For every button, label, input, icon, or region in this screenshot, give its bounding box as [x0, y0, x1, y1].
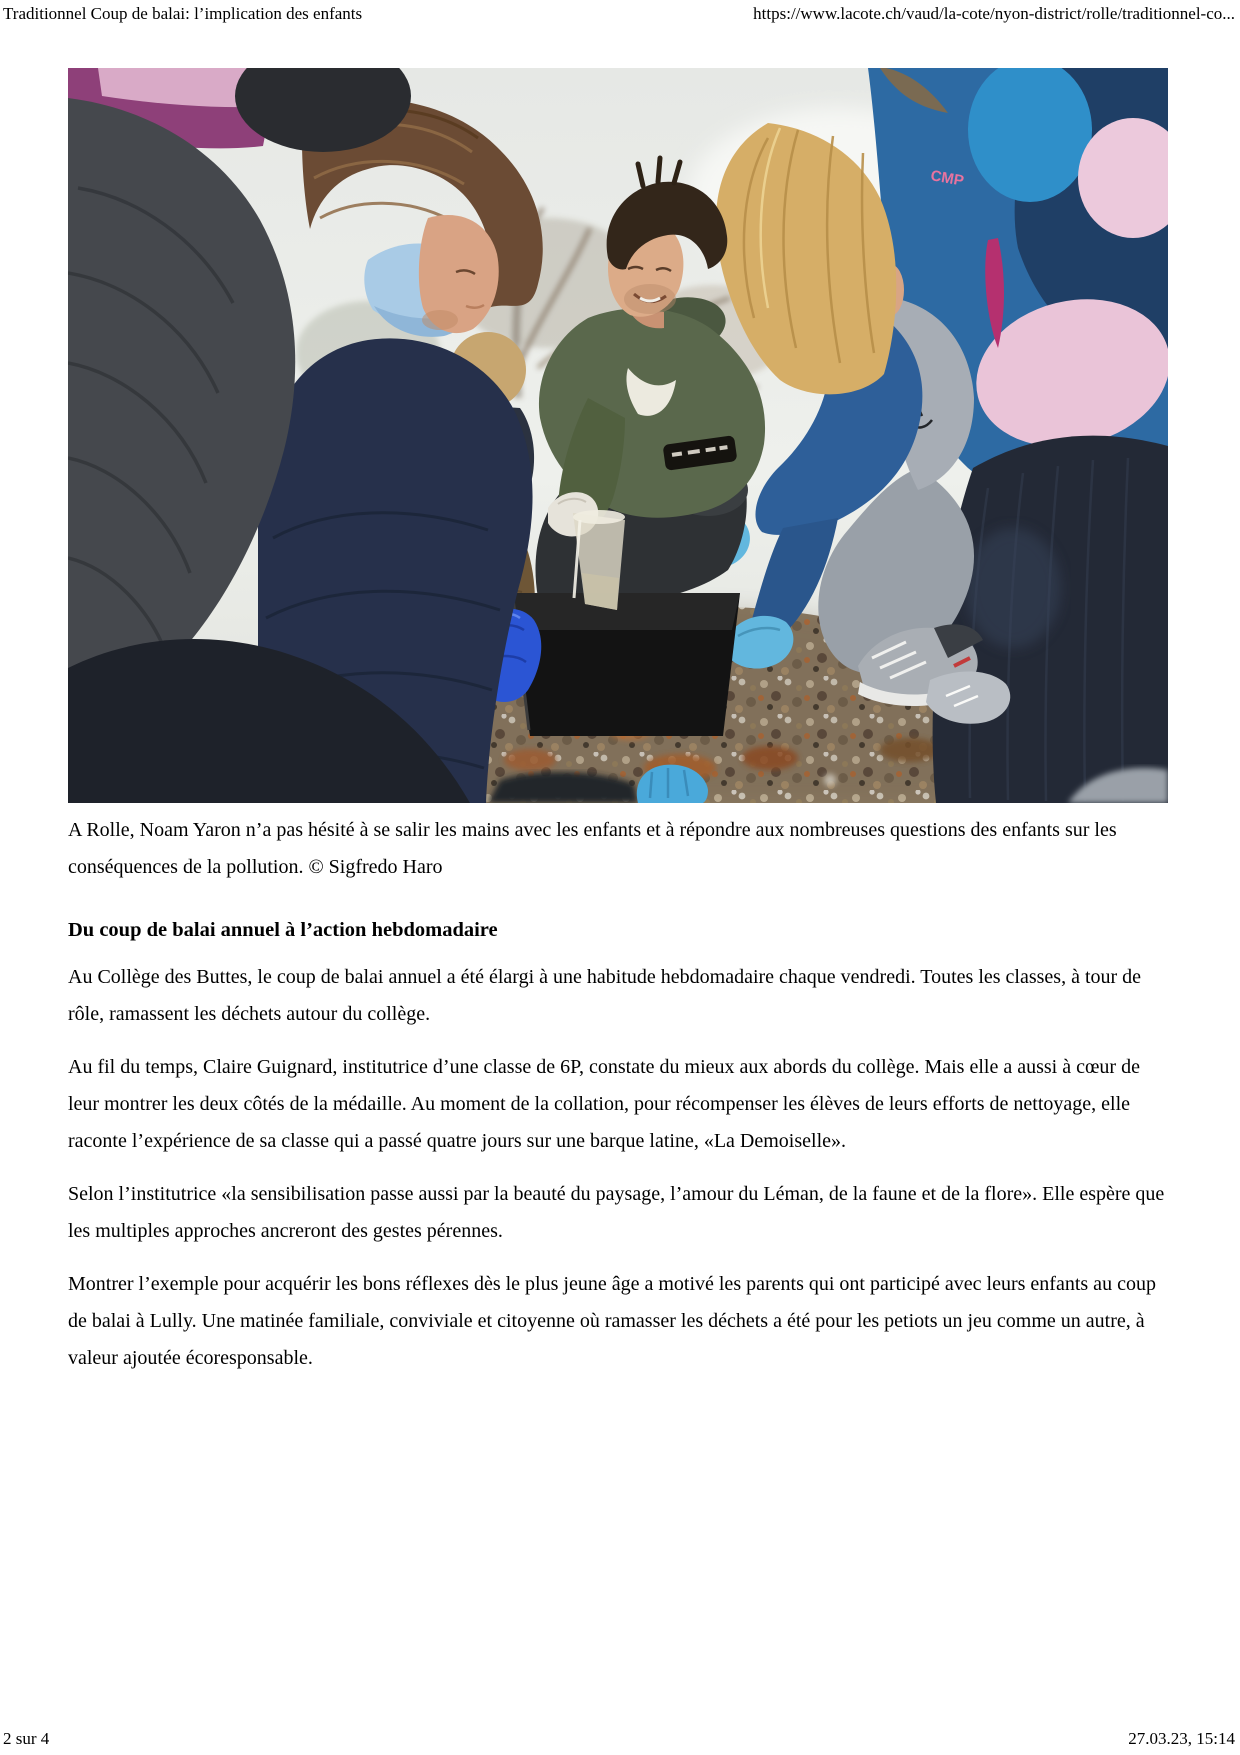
- photo-caption: A Rolle, Noam Yaron n’a pas hésité à se salir les mains avec les enfants et à répondre aux nombreuses questions des enfants sur les conséquences de la pollution. © Sigfredo Haro: [68, 819, 1117, 878]
- article-content: [68, 68, 1170, 1377]
- print-footer: [3, 1728, 1235, 1750]
- article-figure: [68, 68, 1170, 886]
- print-header: [3, 3, 1235, 25]
- document-title: Traditionnel Coup de balai: l’implication des enfants: [3, 4, 363, 23]
- article-paragraph: Montrer l’exemple pour acquérir les bons réflexes dès le plus jeune âge a motivé les parents qui ont participé avec leurs enfants au coup de balai à Lully. Une matinée familiale, conviviale et citoyenne où ramasser les déchets a été pour les petiots un jeu comme un autre, à valeur ajoutée écoresponsable.: [68, 1273, 1156, 1369]
- article-body: [68, 917, 1170, 1377]
- article-paragraph: Au fil du temps, Claire Guignard, institutrice d’une classe de 6P, constate du mieux aux abords du collège. Mais elle a aussi à cœur de leur montrer les deux côtés de la médaille. Au moment de la collation, pour récompenser les élèves de leurs efforts de nettoyage, elle raconte l’expérience de sa classe qui a passé quatre jours sur une barque latine, «La Demoiselle».: [68, 1056, 1140, 1152]
- article-photo: [68, 68, 1168, 803]
- document-url: https://www.lacote.ch/vaud/la-cote/nyon-district/rolle/traditionnel-co...: [753, 4, 1235, 23]
- article-paragraph: Au Collège des Buttes, le coup de balai annuel a été élargi à une habitude hebdomadaire chaque vendredi. Toutes les classes, à tour de rôle, ramassent les déchets autour du collège.: [68, 966, 1142, 1025]
- print-datetime: 27.03.23, 15:14: [1128, 1729, 1235, 1748]
- page-number: 2 sur 4: [3, 1729, 50, 1748]
- jacket-logo-text: CMP: [929, 167, 966, 190]
- article-paragraph: Selon l’institutrice «la sensibilisation passe aussi par la beauté du paysage, l’amour du Léman, de la faune et de la flore». Elle espère que les multiples approches ancreront des gestes pérennes.: [68, 1183, 1165, 1242]
- article-subheading: Du coup de balai annuel à l’action hebdomadaire: [68, 919, 498, 941]
